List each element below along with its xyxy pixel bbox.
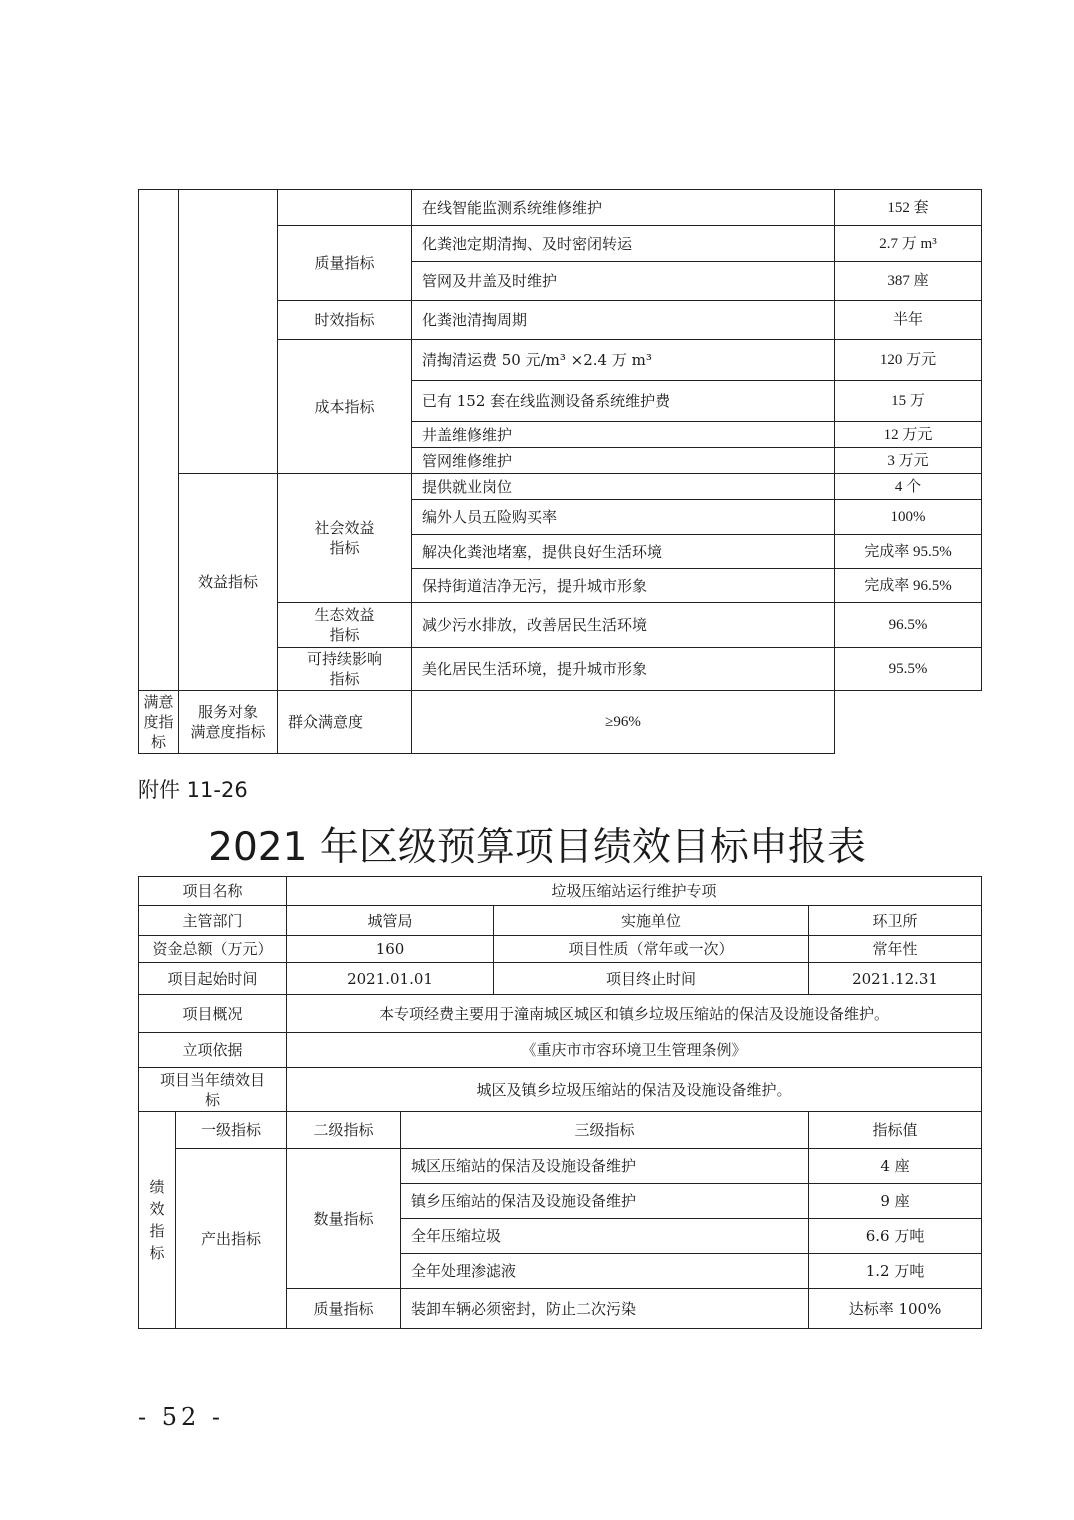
goal-label-line2: 标: [205, 1090, 221, 1109]
indicator-value: 4 座: [809, 1149, 982, 1184]
indicator-value: 387 座: [835, 262, 982, 301]
indicator-value: 半年: [835, 301, 982, 340]
secondary-indicator: 成本指标: [278, 340, 412, 474]
third-level-indicator: 城区压缩站的保洁及设施设备维护: [401, 1149, 809, 1184]
third-level-indicator: 装卸车辆必须密封，防止二次污染: [401, 1289, 809, 1329]
social-label-line1: 社会效益: [314, 519, 375, 537]
end-label: 项目终止时间: [494, 963, 809, 995]
impl-label: 实施单位: [494, 906, 809, 936]
secondary-indicator: [179, 691, 278, 754]
satisfaction-label-line2: 标: [150, 733, 166, 751]
page-title: 2021 年区级预算项目绩效目标申报表: [208, 825, 866, 870]
first-level-indicator: [139, 691, 179, 754]
header-level2: 二级指标: [287, 1112, 401, 1149]
third-level-indicator: 保持街道洁净无污，提升城市形象: [412, 569, 835, 603]
third-level-indicator: 群众满意度: [278, 691, 412, 754]
quantity-indicator: 数量指标: [287, 1149, 401, 1289]
eco-label-line2: 指标: [329, 626, 360, 644]
goal-value: 城区及镇乡垃圾压缩站的保洁及设施设备维护。: [287, 1068, 982, 1112]
third-level-indicator: 管网及井盖及时维护: [412, 262, 835, 301]
amount-value: 160: [287, 936, 494, 963]
third-level-indicator: 镇乡压缩站的保洁及设施设备维护: [401, 1184, 809, 1219]
perf-char: 指: [149, 1222, 165, 1240]
indicator-value: 1.2 万吨: [809, 1254, 982, 1289]
project-name-value: 垃圾压缩站运行维护专项: [287, 877, 982, 906]
secondary-indicator: [278, 648, 412, 691]
secondary-indicator: 质量指标: [278, 226, 412, 301]
third-level-indicator: 美化居民生活环境，提升城市形象: [412, 648, 835, 691]
attachment-label: 附件 11-26: [138, 778, 248, 802]
impl-value: 环卫所: [809, 906, 982, 936]
sustain-label-line2: 指标: [329, 670, 360, 688]
indicator-value: 96.5%: [835, 603, 982, 648]
quality-indicator: 质量指标: [287, 1289, 401, 1329]
third-level-indicator: 提供就业岗位: [412, 474, 835, 500]
goal-label-line1: 项目当年绩效目: [160, 1070, 266, 1089]
third-level-indicator: 化粪池清掏周期: [412, 301, 835, 340]
third-level-indicator: 井盖维修维护: [412, 422, 835, 448]
third-level-indicator: 化粪池定期清掏、及时密闭转运: [412, 226, 835, 262]
indicator-value: 120 万元: [835, 340, 982, 381]
indicator-value: 2.7 万 m³: [835, 226, 982, 262]
basis-label: 立项依据: [139, 1033, 287, 1068]
indicator-value: 3 万元: [835, 448, 982, 474]
basis-value: 《重庆市市容环境卫生管理条例》: [287, 1033, 982, 1068]
third-level-indicator: 全年处理渗滤液: [401, 1254, 809, 1289]
secondary-indicator: 时效指标: [278, 301, 412, 340]
social-label-line2: 指标: [329, 539, 360, 557]
indicator-value: 95.5%: [835, 648, 982, 691]
overview-label: 项目概况: [139, 995, 287, 1033]
indicator-value: 完成率 96.5%: [835, 569, 982, 603]
goal-label: [139, 1068, 287, 1112]
perf-char: 绩: [149, 1178, 165, 1196]
indicator-value: 6.6 万吨: [809, 1219, 982, 1254]
empty-secondary-cell: [278, 190, 412, 226]
first-level-indicator: 效益指标: [179, 474, 278, 691]
perf-char: 效: [149, 1200, 165, 1218]
start-label: 项目起始时间: [139, 963, 287, 995]
indicator-value: ≥96%: [412, 691, 835, 754]
end-value: 2021.12.31: [809, 963, 982, 995]
perf-indicator-vertical-label: [139, 1112, 176, 1329]
third-level-indicator: 全年压缩垃圾: [401, 1219, 809, 1254]
header-level1: 一级指标: [176, 1112, 287, 1149]
service-label-line1: 服务对象: [197, 703, 258, 721]
page-number: - 52 -: [138, 1403, 225, 1431]
performance-target-table: [138, 876, 982, 1329]
eco-label-line1: 生态效益: [314, 606, 375, 624]
service-label-line2: 满意度指标: [190, 723, 266, 741]
header-level3: 三级指标: [401, 1112, 809, 1149]
indicator-value: 9 座: [809, 1184, 982, 1219]
nature-value: 常年性: [809, 936, 982, 963]
dept-value: 城管局: [287, 906, 494, 936]
third-level-indicator: 在线智能监测系统维修维护: [412, 190, 835, 226]
third-level-indicator: 已有 152 套在线监测设备系统维护费: [412, 381, 835, 422]
satisfaction-label-line1: 满意度指: [143, 693, 174, 731]
indicator-value: 15 万: [835, 381, 982, 422]
secondary-indicator: [278, 603, 412, 648]
sustain-label-line1: 可持续影响: [306, 650, 382, 668]
third-level-indicator: 编外人员五险购买率: [412, 500, 835, 535]
third-level-indicator: 管网维修维护: [412, 448, 835, 474]
perf-char: 标: [149, 1244, 165, 1262]
nature-label: 项目性质（常年或一次）: [494, 936, 809, 963]
third-level-indicator: 减少污水排放，改善居民生活环境: [412, 603, 835, 648]
output-column-cell: [179, 190, 278, 474]
overview-value: 本专项经费主要用于潼南城区城区和镇乡垃圾压缩站的保洁及设施设备维护。: [287, 995, 982, 1033]
secondary-indicator: [278, 474, 412, 603]
indicator-value: 152 套: [835, 190, 982, 226]
header-value: 指标值: [809, 1112, 982, 1149]
indicator-table-continued: [138, 189, 982, 754]
indicator-value: 100%: [835, 500, 982, 535]
project-name-label: 项目名称: [139, 877, 287, 906]
amount-label: 资金总额（万元）: [139, 936, 287, 963]
output-indicator: 产出指标: [176, 1149, 287, 1329]
dept-label: 主管部门: [139, 906, 287, 936]
indicator-value: 4 个: [835, 474, 982, 500]
indicator-value: 完成率 95.5%: [835, 535, 982, 569]
indicator-value: 达标率 100%: [809, 1289, 982, 1329]
third-level-indicator: 解决化粪池堵塞，提供良好生活环境: [412, 535, 835, 569]
third-level-indicator: 清掏清运费 50 元/m³ ×2.4 万 m³: [412, 340, 835, 381]
perf-column-cell: [139, 190, 179, 691]
start-value: 2021.01.01: [287, 963, 494, 995]
indicator-value: 12 万元: [835, 422, 982, 448]
